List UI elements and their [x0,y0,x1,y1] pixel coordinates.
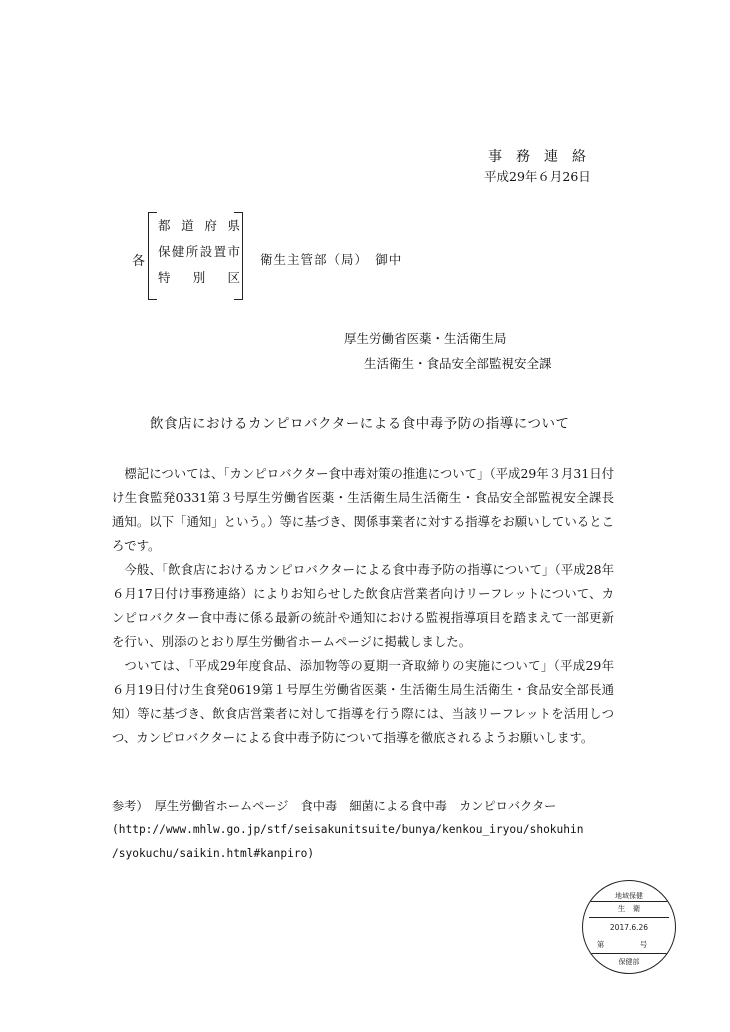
body-paragraph-2: 今般、「飲食店におけるカンピロバクターによる食中毒予防の指導について」（平成28年６月17日付け事務連絡）によりお知らせした飲食店営業者向けリーフレットについて、カンピロバクター食中毒に係る最新の統計や通知における監視指導項目を踏まえて一部更新を行い、別添のとおり厚生労働省ホームページに掲載しました。 [112,562,614,649]
stamp-date-text: 2017.6.26 [609,923,649,932]
stamp-number-text: 第 号 [596,940,662,949]
addressee-line-2: 保健所設置市 [158,244,240,259]
reference-label: 参考） [112,799,143,813]
addressee-line-3: 特別区 [158,270,240,285]
stamp-bottom-text: 保健部 [618,958,640,966]
bracket-left [148,212,157,300]
reference-block [112,794,614,866]
reference-url-line-2: /syokuchu/saikin.html#kanpiro) [112,847,315,860]
body-paragraph-1: 標記については、「カンピロバクター食中毒対策の推進について」（平成29年３月31日付け生食監発0331第３号厚生労働省医薬・生活衛生局生活衛生・食品安全部監視安全課長通知。以下「通知」という。）等に基づき、関係事業者に対する指導をお願いしているところです。 [112,466,614,553]
stamp-top-text: 地域保健 [615,892,643,900]
reference-line [112,794,614,818]
document-title: 飲食店におけるカンピロバクターによる食中毒予防の指導について [150,416,570,432]
body-paragraph-3: ついては、「平成29年度食品、添加物等の夏期一斉取締りの実施について」（平成29年６月19日付け生食発0619第１号厚生労働省医薬・生活衛生局生活衛生・食品安全部長通知）等に基づき、飲食店営業者に対して指導を行う際には、当該リーフレットを活用しつつ、カンピロバクターによる食中毒予防について指導を徹底されるようお願いします。 [112,658,614,745]
stamp-dept-text: 生 衛 [617,904,641,913]
reference-url-line-1: (http://www.mhlw.go.jp/stf/seisakunitsuite/bunya/kenkou_iryou/shokuhin [112,823,584,836]
sender-division: 生活衛生・食品安全部監視安全課 [364,356,552,371]
reference-text: 厚生労働省ホームページ 食中毒 細菌による食中毒 カンピロバクター [154,799,557,813]
document-type: 事務連絡 [488,149,600,165]
received-stamp [582,880,676,974]
addressee-line-1: 都道府県 [158,218,240,233]
sender-bureau: 厚生労働省医薬・生活衛生局 [344,331,507,346]
document-body [112,462,614,750]
recipient: 衛生主管部（局） 御中 [260,252,403,267]
addressee-prefix: 各 [132,254,146,269]
document-date: 平成29年６月26日 [484,169,591,184]
